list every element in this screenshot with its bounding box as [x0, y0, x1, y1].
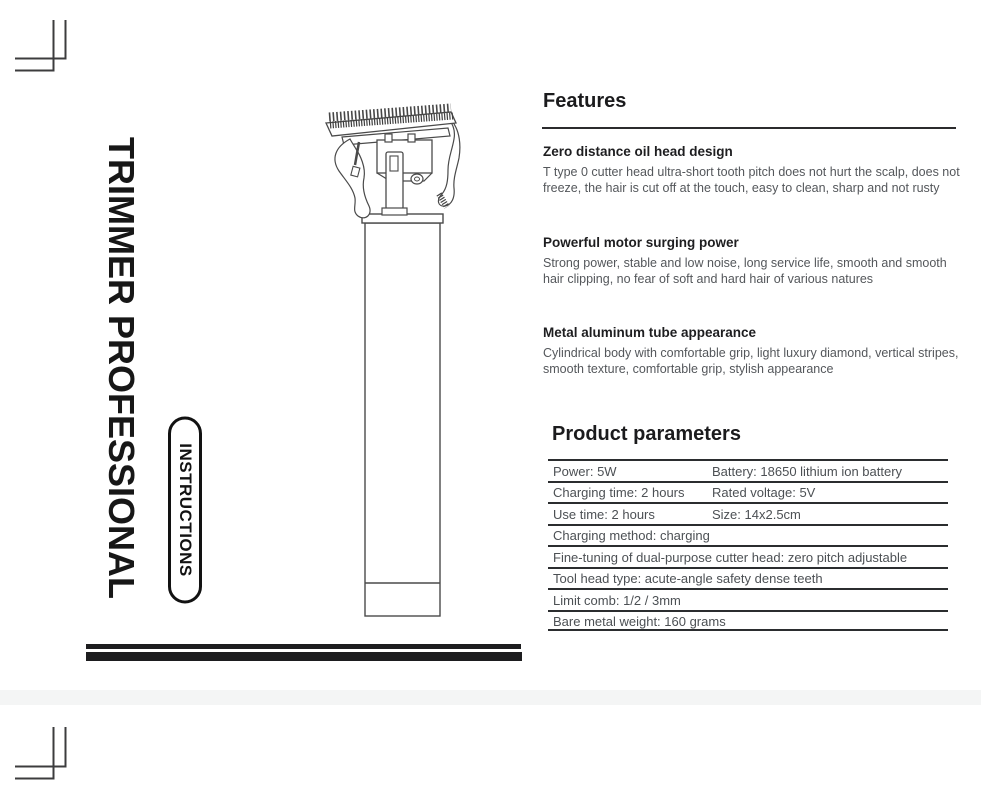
param-cell: Use time: 2 hours [553, 506, 655, 522]
feature-item [543, 325, 961, 377]
table-row [548, 567, 948, 589]
param-cell: Size: 14x2.5cm [712, 506, 801, 522]
param-cell: Battery: 18650 lithium ion battery [712, 463, 903, 479]
param-cell: Fine-tuning of dual-purpose cutter head: zero pitch adjustable [553, 549, 908, 565]
feature-body: Cylindrical body with comfortable grip, light luxury diamond, vertical stripes, smooth texture, comfortable grip, stylish appearance [543, 346, 959, 376]
crop-mark-bottom-left-icon [10, 722, 70, 782]
feature-heading: Powerful motor surging power [543, 235, 739, 250]
features-title: Features [543, 90, 627, 112]
footer-bar-thick [86, 652, 522, 661]
param-cell: Rated voltage: 5V [712, 485, 816, 500]
table-row [548, 588, 948, 610]
footer-bar-thin [86, 644, 521, 649]
product-parameters-title: Product parameters [552, 423, 741, 445]
feature-heading: Zero distance oil head design [543, 144, 733, 159]
table-row [548, 524, 948, 546]
table-row [548, 502, 948, 524]
product-parameters-table [548, 459, 948, 631]
brand-vertical-title: TRIMMER PROFESSIONAL [101, 136, 142, 600]
param-cell: Charging time: 2 hours [553, 485, 685, 500]
feature-body: T type 0 cutter head ultra-short tooth pitch does not hurt the scalp, does not freeze, the hair is cut off at the touch, easy to clean, sharp and not rusty [543, 165, 960, 195]
table-row [548, 481, 948, 503]
features-divider [542, 127, 956, 129]
param-cell: Charging method: charging [553, 528, 710, 543]
feature-heading: Metal aluminum tube appearance [543, 325, 757, 340]
feature-item [543, 144, 961, 196]
param-cell: Limit comb: 1/2 / 3mm [553, 592, 681, 608]
table-row [548, 459, 948, 481]
table-row [548, 610, 948, 632]
page-edge-band [0, 690, 981, 705]
instructions-badge-label: INSTRUCTIONS [176, 443, 195, 577]
instructions-badge [168, 417, 202, 604]
feature-body: Strong power, stable and low noise, long service life, smooth and smooth hair clipping, no fear of soft and hard hair of various natures [543, 256, 947, 286]
param-cell: Power: 5W [553, 463, 617, 479]
param-cell: Bare metal weight: 160 grams [553, 614, 726, 629]
crop-mark-top-left-icon [10, 15, 70, 75]
table-row [548, 545, 948, 567]
feature-item [543, 235, 961, 287]
param-cell: Tool head type: acute-angle safety dense teeth [553, 571, 823, 586]
trimmer-illustration [320, 95, 490, 625]
